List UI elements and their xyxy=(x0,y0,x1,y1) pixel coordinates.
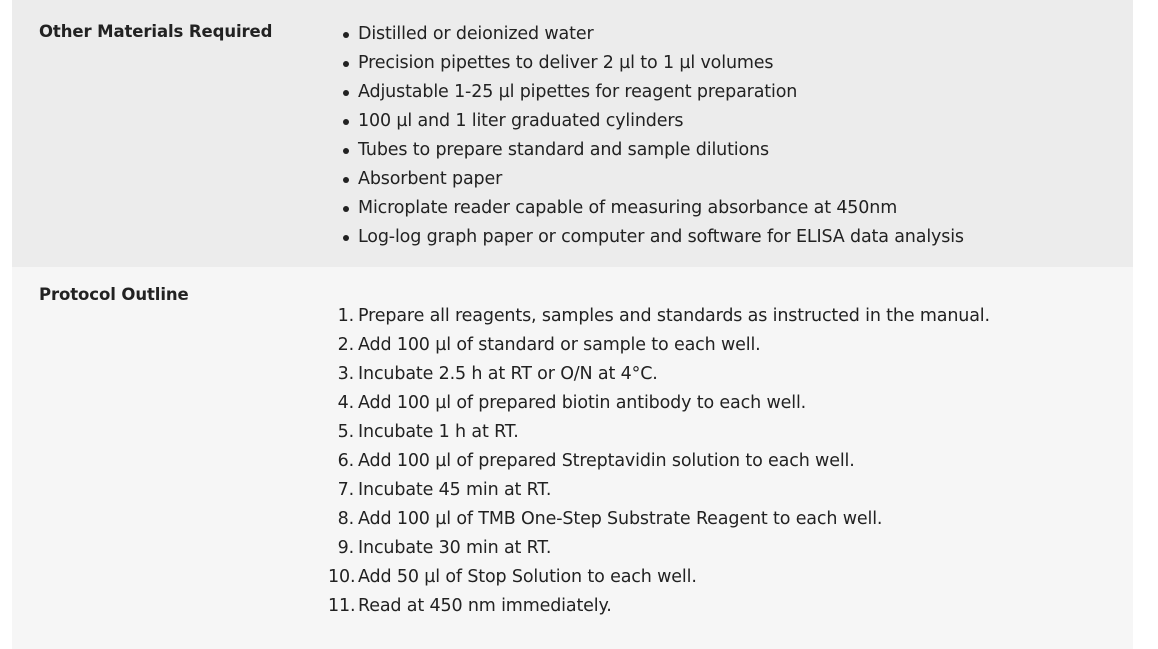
protocol-label: Protocol Outline xyxy=(39,285,189,304)
list-item-text: Adjustable 1-25 µl pipettes for reagent preparation xyxy=(358,82,798,102)
list-item-text: Absorbent paper xyxy=(358,169,503,189)
bullet-icon xyxy=(343,148,349,154)
list-item xyxy=(358,107,964,136)
step-text: Prepare all reagents, samples and standards as instructed in the manual. xyxy=(358,306,990,326)
step-number: 2. xyxy=(337,335,354,355)
step-number: 8. xyxy=(337,509,354,529)
protocol-step xyxy=(337,360,990,389)
step-number: 6. xyxy=(337,451,354,471)
protocol-step xyxy=(337,476,990,505)
step-text: Read at 450 nm immediately. xyxy=(358,596,612,616)
step-number: 9. xyxy=(337,538,354,558)
list-item xyxy=(358,78,964,107)
list-item-text: Precision pipettes to deliver 2 µl to 1 µl volumes xyxy=(358,53,774,73)
list-item xyxy=(358,20,964,49)
materials-list xyxy=(358,20,964,252)
step-text: Incubate 30 min at RT. xyxy=(358,538,552,558)
step-number: 10. xyxy=(328,567,356,587)
bullet-icon xyxy=(343,90,349,96)
protocol-step xyxy=(337,389,990,418)
list-item xyxy=(358,165,964,194)
list-item xyxy=(358,223,964,252)
step-text: Incubate 1 h at RT. xyxy=(358,422,519,442)
protocol-step xyxy=(337,505,990,534)
list-item xyxy=(358,194,964,223)
protocol-step xyxy=(337,447,990,476)
list-item-text: Microplate reader capable of measuring absorbance at 450nm xyxy=(358,198,898,218)
protocol-step xyxy=(328,592,990,621)
step-text: Incubate 45 min at RT. xyxy=(358,480,552,500)
step-number: 7. xyxy=(337,480,354,500)
protocol-row xyxy=(12,267,1133,649)
step-text: Incubate 2.5 h at RT or O/N at 4°C. xyxy=(358,364,658,384)
bullet-icon xyxy=(343,61,349,67)
step-text: Add 100 µl of prepared biotin antibody to each well. xyxy=(358,393,807,413)
step-text: Add 50 µl of Stop Solution to each well. xyxy=(358,567,697,587)
bullet-icon xyxy=(343,206,349,212)
protocol-step xyxy=(337,534,990,563)
protocol-step xyxy=(337,302,990,331)
materials-row xyxy=(12,0,1133,267)
protocol-step xyxy=(337,331,990,360)
bullet-icon xyxy=(343,235,349,241)
step-number: 11. xyxy=(328,596,356,616)
product-spec-table xyxy=(12,0,1133,649)
list-item-text: Tubes to prepare standard and sample dilutions xyxy=(358,140,769,160)
list-item-text: 100 µl and 1 liter graduated cylinders xyxy=(358,111,684,131)
step-number: 3. xyxy=(337,364,354,384)
bullet-icon xyxy=(343,119,349,125)
step-text: Add 100 µl of prepared Streptavidin solution to each well. xyxy=(358,451,855,471)
bullet-icon xyxy=(343,177,349,183)
protocol-step xyxy=(337,418,990,447)
step-text: Add 100 µl of standard or sample to each well. xyxy=(358,335,761,355)
list-item xyxy=(358,136,964,165)
protocol-steps-list xyxy=(328,302,990,621)
list-item xyxy=(358,49,964,78)
list-item-text: Log-log graph paper or computer and software for ELISA data analysis xyxy=(358,227,964,247)
list-item-text: Distilled or deionized water xyxy=(358,24,594,44)
step-number: 5. xyxy=(337,422,354,442)
step-text: Add 100 µl of TMB One-Step Substrate Reagent to each well. xyxy=(358,509,883,529)
step-number: 1. xyxy=(337,306,354,326)
protocol-step xyxy=(328,563,990,592)
materials-label: Other Materials Required xyxy=(39,22,273,41)
step-number: 4. xyxy=(337,393,354,413)
bullet-icon xyxy=(343,32,349,38)
